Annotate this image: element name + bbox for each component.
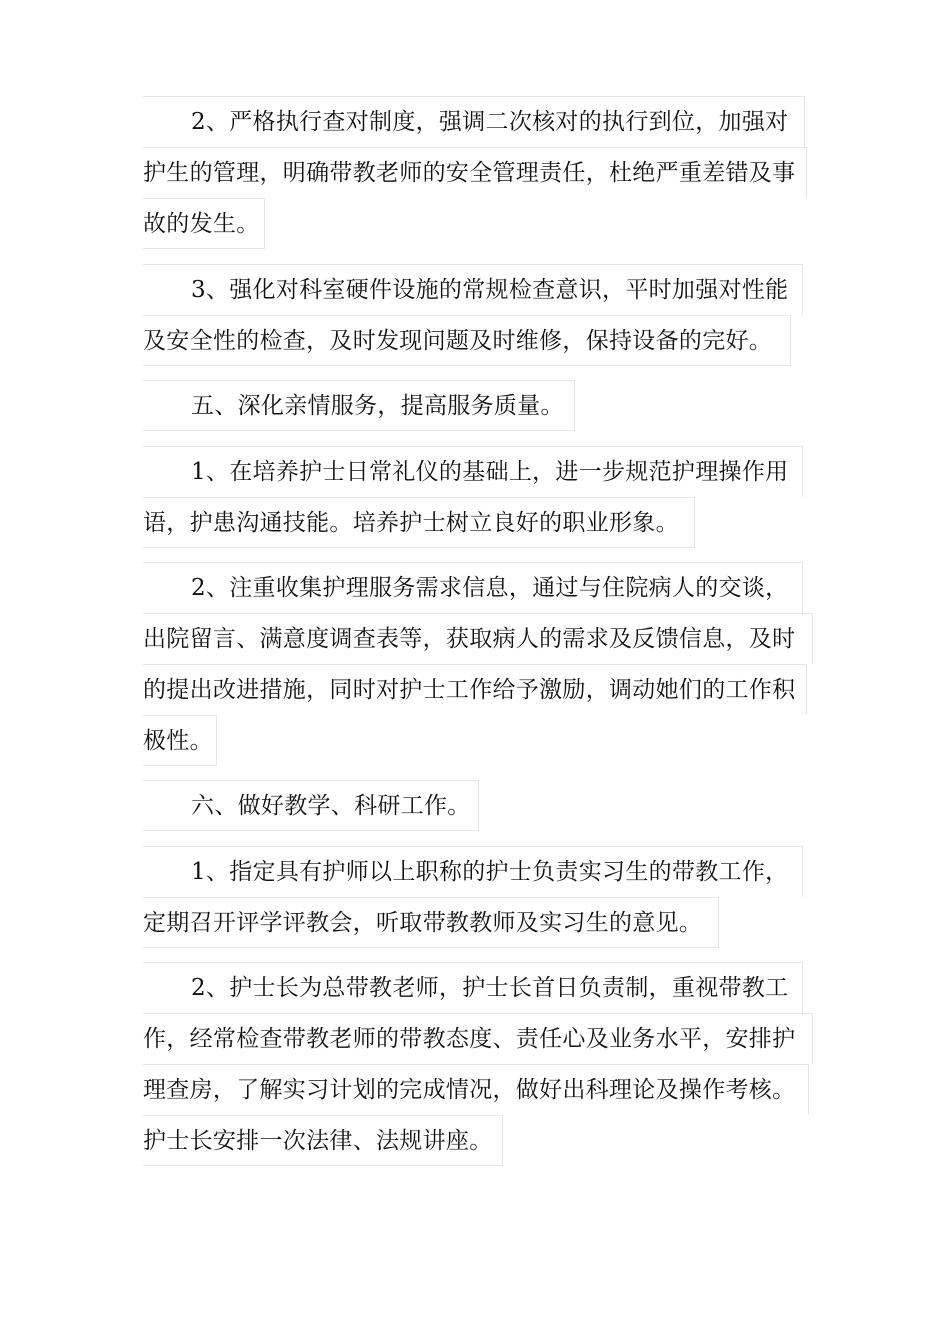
paragraph-4 bbox=[143, 446, 803, 548]
text-line: 3、强化对科室硬件设施的常规检查意识，平时加强对性能 bbox=[143, 264, 803, 315]
text-line: 及安全性的检查，及时发现问题及时维修，保持设备的完好。 bbox=[143, 315, 791, 366]
paragraph-2 bbox=[143, 264, 803, 366]
paragraph-1 bbox=[143, 96, 807, 249]
section-heading-5 bbox=[143, 380, 575, 431]
text-line: 出院留言、满意度调查表等，获取病人的需求及反馈信息，及时 bbox=[143, 613, 813, 664]
text-line: 2、注重收集护理服务需求信息，通过与住院病人的交谈， bbox=[143, 562, 803, 613]
paragraph-5 bbox=[143, 562, 813, 766]
text-line: 2、护士长为总带教老师，护士长首日负责制，重视带教工 bbox=[143, 962, 803, 1013]
text-line: 护生的管理，明确带教老师的安全管理责任，杜绝严重差错及事 bbox=[143, 147, 807, 198]
text-line: 定期召开评学评教会，听取带教教师及实习生的意见。 bbox=[143, 897, 719, 948]
text-line: 故的发生。 bbox=[143, 198, 265, 249]
text-line: 极性。 bbox=[143, 715, 217, 766]
text-line: 语，护患沟通技能。培养护士树立良好的职业形象。 bbox=[143, 497, 695, 548]
text-line: 的提出改进措施，同时对护士工作给予激励，调动她们的工作积 bbox=[143, 664, 807, 715]
text-line: 1、指定具有护师以上职称的护士负责实习生的带教工作， bbox=[143, 846, 803, 897]
text-line: 五、深化亲情服务，提高服务质量。 bbox=[143, 380, 575, 431]
text-line: 2、严格执行查对制度，强调二次核对的执行到位，加强对 bbox=[143, 96, 805, 147]
section-heading-6 bbox=[143, 780, 479, 831]
text-line: 护士长安排一次法律、法规讲座。 bbox=[143, 1115, 503, 1166]
text-line: 六、做好教学、科研工作。 bbox=[143, 780, 479, 831]
text-line: 作，经常检查带教老师的带教态度、责任心及业务水平，安排护 bbox=[143, 1013, 813, 1064]
paragraph-7 bbox=[143, 846, 803, 948]
text-line: 理查房，了解实习计划的完成情况，做好出科理论及操作考核。 bbox=[143, 1064, 809, 1115]
paragraph-8 bbox=[143, 962, 813, 1166]
text-line: 1、在培养护士日常礼仪的基础上，进一步规范护理操作用 bbox=[143, 446, 803, 497]
